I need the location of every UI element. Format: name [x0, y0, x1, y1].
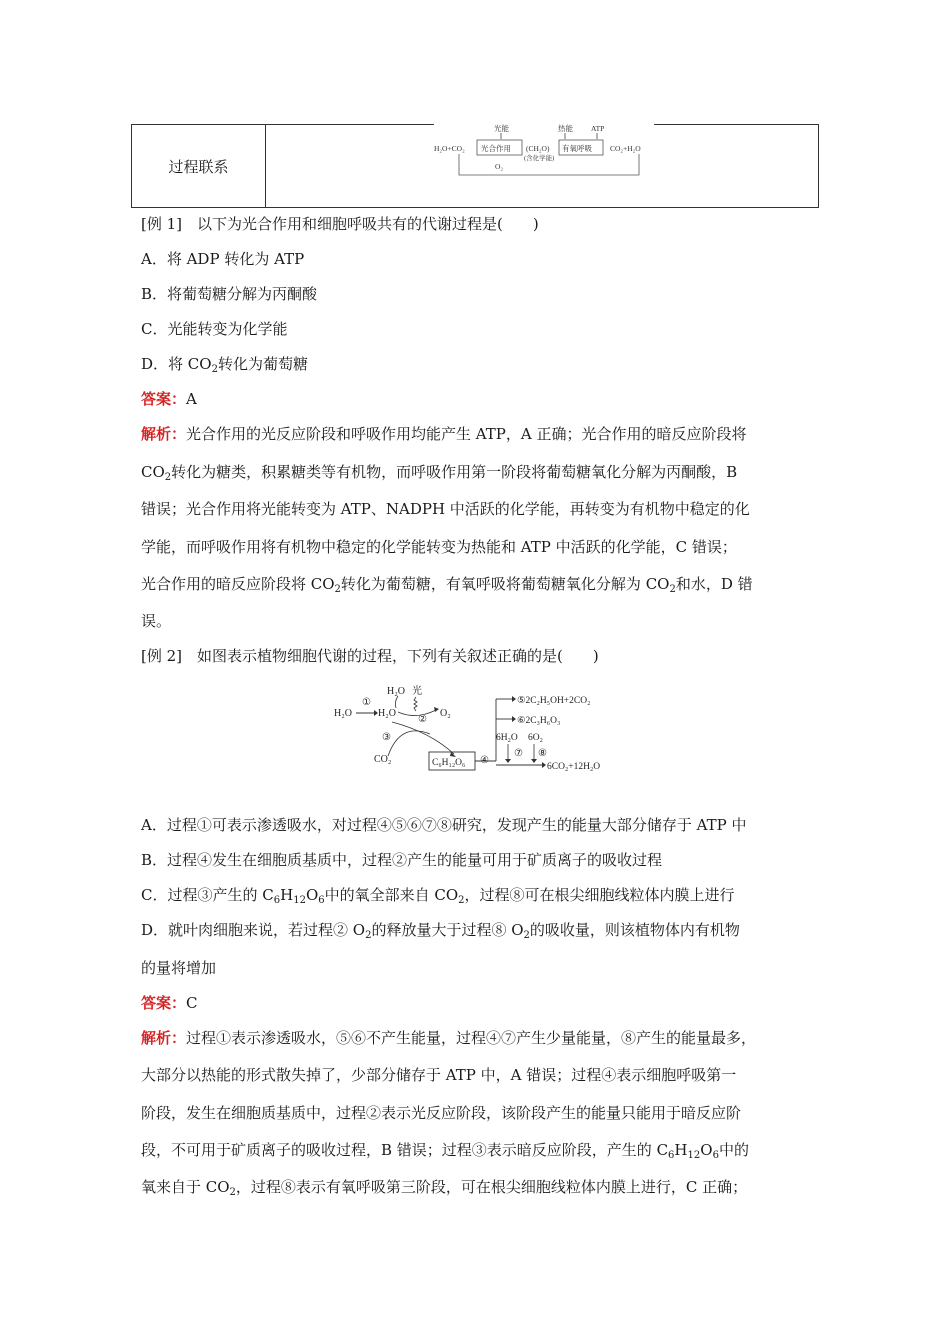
ex1-analysis-line-3: 错误；光合作用将光能转变为 ATP、NADPH 中活跃的化学能，再转变为有机物中稳定的化: [141, 500, 750, 518]
answer-label: 答案：: [141, 994, 187, 1012]
ex2-option-a: A．过程①可表示渗透吸水，对过程④⑤⑥⑦⑧研究，发现产生的能量大部分储存于 ATP 中: [141, 816, 747, 834]
ex1-option-c: C．光能转变为化学能: [141, 320, 288, 338]
h2o-top-label: H₂O: [387, 686, 405, 697]
final-products: 6CO₂+12H₂O: [547, 762, 601, 772]
table-divider: [265, 125, 266, 207]
light-label: 光: [412, 686, 422, 697]
process-3-label: ③: [382, 732, 391, 743]
answer-value: C: [186, 994, 198, 1012]
atp-label: ATP: [591, 124, 605, 133]
process-7-label: ⑦: [514, 748, 523, 759]
ex2-analysis-line-4: 段，不可用于矿质离子的吸收过程，B 错误；过程③表示暗反应阶段，产生的 $C_6H_{12}O_6$中的: [141, 1141, 749, 1161]
ex1-analysis-line-4: 学能，而呼吸作用将有机物中稳定的化学能转变为热能和 ATP 中活跃的化学能，C 错误；: [141, 538, 737, 556]
ex2-option-b: B．过程④发生在细胞质基质中，过程②产生的能量可用于矿质离子的吸收过程: [141, 851, 663, 869]
ex2-option-d-line-2: 的量将增加: [141, 959, 217, 977]
ex1-analysis-line-1: 解析：光合作用的光反应阶段和呼吸作用均能产生 ATP，A 正确；光合作用的暗反应阶段将: [141, 425, 747, 443]
process-6-products: ⑥2C₃H₆O₃: [517, 716, 561, 726]
o2-label: O₂: [495, 162, 504, 171]
ex1-option-b: B．将葡萄糖分解为丙酮酸: [141, 285, 318, 303]
oxygen-input-label: 6O₂: [528, 733, 543, 743]
photosynthesis-respiration-diagram: [434, 123, 654, 181]
co2-label: CO₂: [374, 754, 392, 765]
ex2-analysis-line-2: 大部分以热能的形式散失掉了，少部分储存于 ATP 中，A 错误；过程④表示细胞呼吸第一: [141, 1066, 737, 1084]
reactants-label: H₂O+CO₂: [434, 144, 465, 153]
ch2o-note: (含化学能): [524, 155, 555, 162]
answer-label: 答案：: [141, 390, 187, 408]
water-input-label: 6H₂O: [496, 733, 518, 743]
heat-label: 热能: [558, 124, 573, 133]
ex1-answer: [141, 389, 821, 409]
ex1-stem: [例 1] 以下为光合作用和细胞呼吸共有的代谢过程是( ): [141, 215, 539, 233]
process-5-products: ⑤2C₂H₅OH+2CO₂: [517, 696, 591, 706]
process-2-label: ②: [418, 714, 427, 725]
process-1-label: ①: [362, 697, 371, 708]
plant-metabolism-diagram: [330, 682, 630, 778]
analysis-label: 解析：: [141, 1029, 187, 1047]
ex1-analysis-line-6: 误。: [141, 612, 172, 630]
answer-value: A: [186, 390, 197, 408]
process-8-label: ⑧: [538, 748, 547, 759]
glucose-label: C₆H₁₂O₆: [432, 758, 466, 768]
process-4-label: ④: [480, 755, 489, 766]
products-label: CO₂+H₂O: [610, 144, 641, 153]
ex2-option-d: D．就叶肉细胞来说，若过程② $O_2$的释放量大于过程⑧ $O_2$的吸收量，则该植物体内有机物: [141, 921, 740, 941]
ex1-analysis-line-5: 光合作用的暗反应阶段将 $CO_2$转化为葡萄糖，有氧呼吸将葡萄糖氧化分解为 $CO_2$和水，D 错: [141, 575, 753, 595]
respiration-label: 有氧呼吸: [562, 144, 592, 153]
ex2-analysis-line-5: 氧来自于 $CO_2$，过程⑧表示有氧呼吸第三阶段，可在根尖细胞线粒体内膜上进行，C 正确；: [141, 1178, 748, 1198]
photosynthesis-label: 光合作用: [481, 144, 511, 153]
ex1-option-d: D．将 $CO_2$转化为葡萄糖: [141, 355, 308, 375]
h2o-mid-label: H₂O: [378, 708, 396, 719]
process-relation-table: [131, 124, 819, 208]
o2-label: O₂: [440, 708, 451, 719]
h2o-left-label: H₂O: [334, 708, 352, 719]
ex2-analysis-line-3: 阶段，发生在细胞质基质中，过程②表示光反应阶段，该阶段产生的能量只能用于暗反应阶: [141, 1104, 742, 1122]
ex2-answer: [141, 993, 821, 1013]
analysis-label: 解析：: [141, 425, 187, 443]
ex2-option-c: C．过程③产生的 $C_6H_{12}O_6$中的氧全部来自 $CO_2$，过程⑧可在根尖细胞线粒体内膜上进行: [141, 886, 735, 906]
light-energy-label: 光能: [494, 124, 509, 133]
table-row-label: 过程联系: [168, 157, 229, 176]
ex1-option-a: A．将 ADP 转化为 ATP: [141, 250, 305, 268]
ex2-analysis-line-1: 解析：过程①表示渗透吸水，⑤⑥不产生能量，过程④⑦产生少量能量，⑧产生的能量最多，: [141, 1029, 757, 1047]
ex1-analysis-line-2: $CO_2$转化为糖类，积累糖类等有机物，而呼吸作用第一阶段将葡萄糖氧化分解为丙酮酸，B: [141, 463, 738, 483]
ch2o-label: (CH₂O): [526, 144, 550, 153]
ex2-stem: [例 2] 如图表示植物细胞代谢的过程，下列有关叙述正确的是( ): [141, 647, 599, 665]
